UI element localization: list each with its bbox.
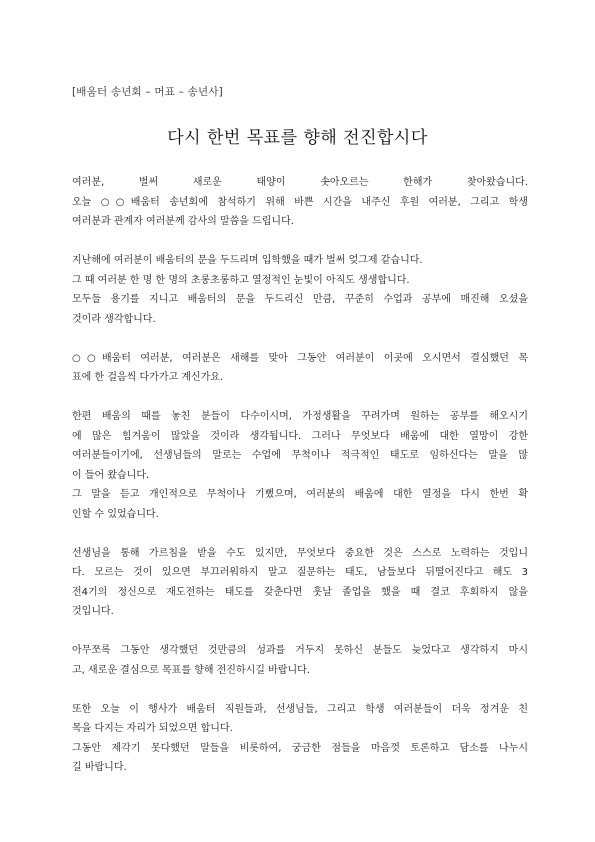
text-line: 여러분들이기에, 선생님들의 말로는 수업에 무척이나 적극적인 태도로 임하신다는 말을 많 — [72, 450, 528, 461]
paragraph-1 — [72, 173, 528, 232]
text-line: 그동안 제각기 못다했던 말들을 비롯하여, 궁금한 점들을 마음껏 토론하고 담소를 나누시 — [72, 742, 528, 754]
text-line: 지난해에 여러분이 배움터의 문을 두드리며 입학했을 때가 벌써 엊그제 같습니다. — [72, 255, 423, 266]
text-line: 것입니다. — [72, 606, 114, 617]
text-line: 또한 오늘 이 행사가 배움터 직원들과, 선생님들, 그리고 학생 여러분들이 더욱 정겨운 친 — [72, 703, 528, 715]
paragraph-6 — [72, 641, 528, 680]
text-line: 목을 다지는 자리가 되었으면 합니다. — [72, 723, 233, 734]
paragraph-3 — [72, 349, 528, 388]
text-line: 표에 한 걸음씩 다가가고 계신가요. — [72, 372, 224, 383]
paragraph-5 — [72, 544, 528, 622]
text-line: 오늘 ○○배움터 송년회에 참석하기 위해 바쁜 시간을 내주신 후원 여러분, 그리고 학생 — [72, 196, 528, 208]
text-line: 그 말을 듣고 개인적으로 무척이나 기뻤으며, 여러분의 배움에 대한 열정을 다시 한번 확 — [72, 489, 528, 500]
text-line: 그 때 여러분 한 명 한 명의 초롱초롱하고 열정적인 눈빛이 아직도 생생합니다. — [72, 274, 410, 286]
text-line: 이 들어 왔습니다. — [72, 469, 150, 481]
text-line: 에 많은 힘겨움이 많았을 것이라 생각됩니다. 그러나 무엇보다 배움에 대한 열망이 강한 — [72, 430, 528, 442]
text-line: 여러분, 벌써 새로운 태양이 솟아오르는 한해가 찾아왔습니다. — [72, 177, 528, 188]
text-line: ○○배움터 여러분, 여러분은 새해를 맞아 그동안 여러분이 이곳에 오시면서 결심했던 목 — [72, 352, 528, 364]
document-body — [72, 173, 528, 797]
text-line: 것이라 생각합니다. — [72, 313, 156, 325]
text-line: 고, 새로운 결심으로 목표를 향해 전진하시길 바랍니다. — [72, 664, 310, 676]
paragraph-7 — [72, 700, 528, 778]
text-line: 길 바랍니다. — [72, 762, 127, 773]
text-line: 아무쪼록 그동안 생각했던 것만큼의 성과를 거두지 못하신 분들도 늦었다고 생각하지 마시 — [72, 645, 528, 656]
text-line: 전4기의 정신으로 재도전하는 태도를 갖춘다면 훗날 졸업을 했을 때 결코 후회하지 않을 — [72, 586, 528, 598]
paragraph-4 — [72, 407, 528, 524]
text-line: 여러분과 관계자 여러분께 감사의 말씀을 드립니다. — [72, 216, 294, 227]
text-line: 인할 수 있었습니다. — [72, 508, 159, 520]
text-line: 선생님을 통해 가르침을 받을 수도 있지만, 무엇보다 중요한 것은 스스로 노력하는 것입니 — [72, 547, 528, 559]
document-title: 다시 한번 목표를 향해 전진합시다 — [167, 128, 428, 148]
text-line: 한편 배움의 때를 놓친 분들이 다수이시며, 가정생활을 꾸려가며 원하는 공부를 해오시기 — [72, 411, 528, 422]
text-line: 모두들 용기를 지니고 배움터의 문을 두드리신 만큼, 꾸준히 수업과 공부에 매진해 오셨을 — [72, 294, 528, 305]
text-line: 다. 모르는 것이 있으면 부끄러워하지 말고 질문하는 태도, 남들보다 뒤떨어진다고 해도 3 — [72, 567, 528, 578]
document-header-label: [배움터 송년회 – 머표 – 송년사] — [72, 86, 223, 98]
paragraph-2 — [72, 251, 528, 329]
